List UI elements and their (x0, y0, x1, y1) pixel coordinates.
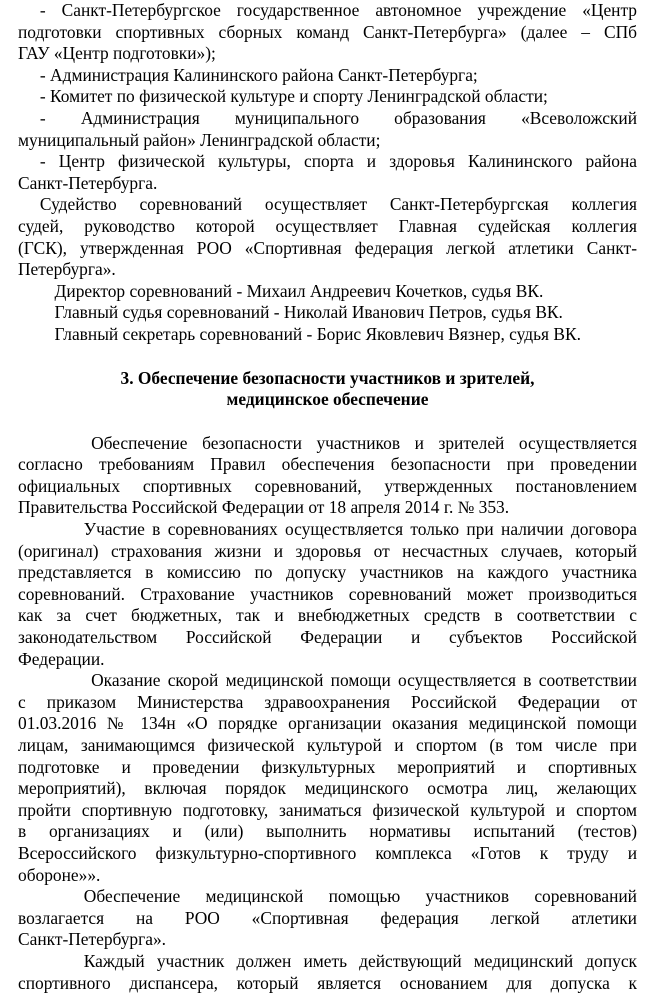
text-line: пройти спортивную подготовку, заниматься физической культурой и спортом (18, 799, 637, 820)
text-line: Федерации. (18, 648, 105, 669)
text-line: Обеспечение безопасности участников и зрителей осуществляется (91, 432, 637, 453)
text-line: лицам, занимающимся физической культурой и спортом (в том числе при (18, 735, 637, 755)
text-line: Главный судья соревнований - Николай Иванович Петров, судья ВК. (54, 302, 563, 323)
section-3-heading-line-1: 3. Обеспечение безопасности участников и зрителей, (120, 367, 535, 388)
text-line: подготовки спортивных сборных команд Санкт-Петербурга» (далее – СПб (18, 21, 637, 42)
text-line: с приказом Министерства здравоохранения Российской Федерации от (18, 691, 637, 712)
text-line: Каждый участник должен иметь действующий медицинский допуск (83, 950, 637, 971)
text-line: Судейство соревнований осуществляет Санкт-Петербургская коллегия (39, 194, 637, 215)
text-line: судей, руководство которой осуществляет Главная судейская коллегия (18, 215, 637, 236)
text-line: Директор соревнований - Михаил Андреевич Кочетков, судья ВК. (54, 280, 544, 301)
text-line: - Комитет по физической культуре и спорту Ленинградской области; (39, 86, 548, 107)
section-3-heading (18, 368, 637, 411)
text-line: Санкт-Петербурга». (18, 929, 166, 950)
text-line: мероприятий), включая порядок медицинского осмотра лиц, желающих (18, 778, 637, 799)
text-line: Петербурга». (18, 259, 116, 280)
text-line: - Центр физической культуры, спорта и здоровья Калининского района (39, 151, 637, 172)
text-line: - Санкт-Петербургское государственное автономное учреждение «Центр (39, 0, 637, 20)
text-line: муниципальный район» Ленинградской области; (18, 129, 381, 150)
text-line: возлагается на РОО «Спортивная федерация легкой атлетики (18, 907, 637, 928)
text-line: Всероссийского физкультурно-спортивного комплекса «Готов к труду и (18, 842, 637, 863)
text-line: спортивного диспансера, который является основанием для допуска к (18, 972, 637, 993)
section-3-heading-line-2: медицинское обеспечение (226, 389, 429, 410)
text-line: согласно требованиям Правил обеспечения безопасности при проведении (18, 454, 637, 475)
text-line: Оказание скорой медицинской помощи осуществляется в соответствии (91, 670, 637, 691)
text-line: в организациях и (или) выполнить нормативы испытаний (тестов) (18, 821, 637, 842)
text-line: Участие в соревнованиях осуществляется только при наличии договора (83, 519, 637, 540)
text-line: Обеспечение медицинской помощью участников соревнований (83, 886, 637, 907)
safety-and-medical-section (18, 433, 637, 994)
text-line: (ГСК), утвержденная РОО «Спортивная федерация легкой атлетики Санкт- (18, 237, 637, 258)
text-line: обороне»». (18, 864, 101, 885)
text-line: Главный секретарь соревнований - Борис Яковлевич Вязнер, судья ВК. (54, 323, 581, 344)
text-line: официальных спортивных соревнований, утвержденных постановлением (18, 475, 637, 496)
text-line: 01.03.2016 № 134н «О порядке организации оказания медицинской помощи (18, 713, 637, 734)
section-spacer (18, 346, 637, 368)
text-line: подготовке и проведении физкультурных мероприятий и спортивных (18, 756, 637, 777)
text-line: Санкт-Петербурга. (18, 172, 158, 193)
text-line: Правительства Российской Федерации от 18 апреля 2014 г. № 353. (18, 497, 510, 518)
text-line: - Администрация муниципального образования «Всеволожский (39, 107, 637, 128)
text-line: законодательством Российской Федерации и субъектов Российской (18, 627, 637, 648)
text-line: соревнований. Страхование участников соревнований может производиться (18, 583, 637, 604)
text-line: представляется в комиссию по допуску участников на каждого участника (18, 562, 637, 583)
text-line: ГАУ «Центр подготовки»); (18, 43, 216, 64)
text-line: как за счет бюджетных, так и внебюджетных средств в соответствии с (18, 605, 637, 626)
organizers-and-judges-section (18, 0, 637, 346)
text-line: - Администрация Калининского района Санкт-Петербурга; (39, 64, 478, 85)
section-spacer (18, 411, 637, 433)
text-line: (оригинал) страхования жизни и здоровья от несчастных случаев, который (18, 540, 637, 561)
